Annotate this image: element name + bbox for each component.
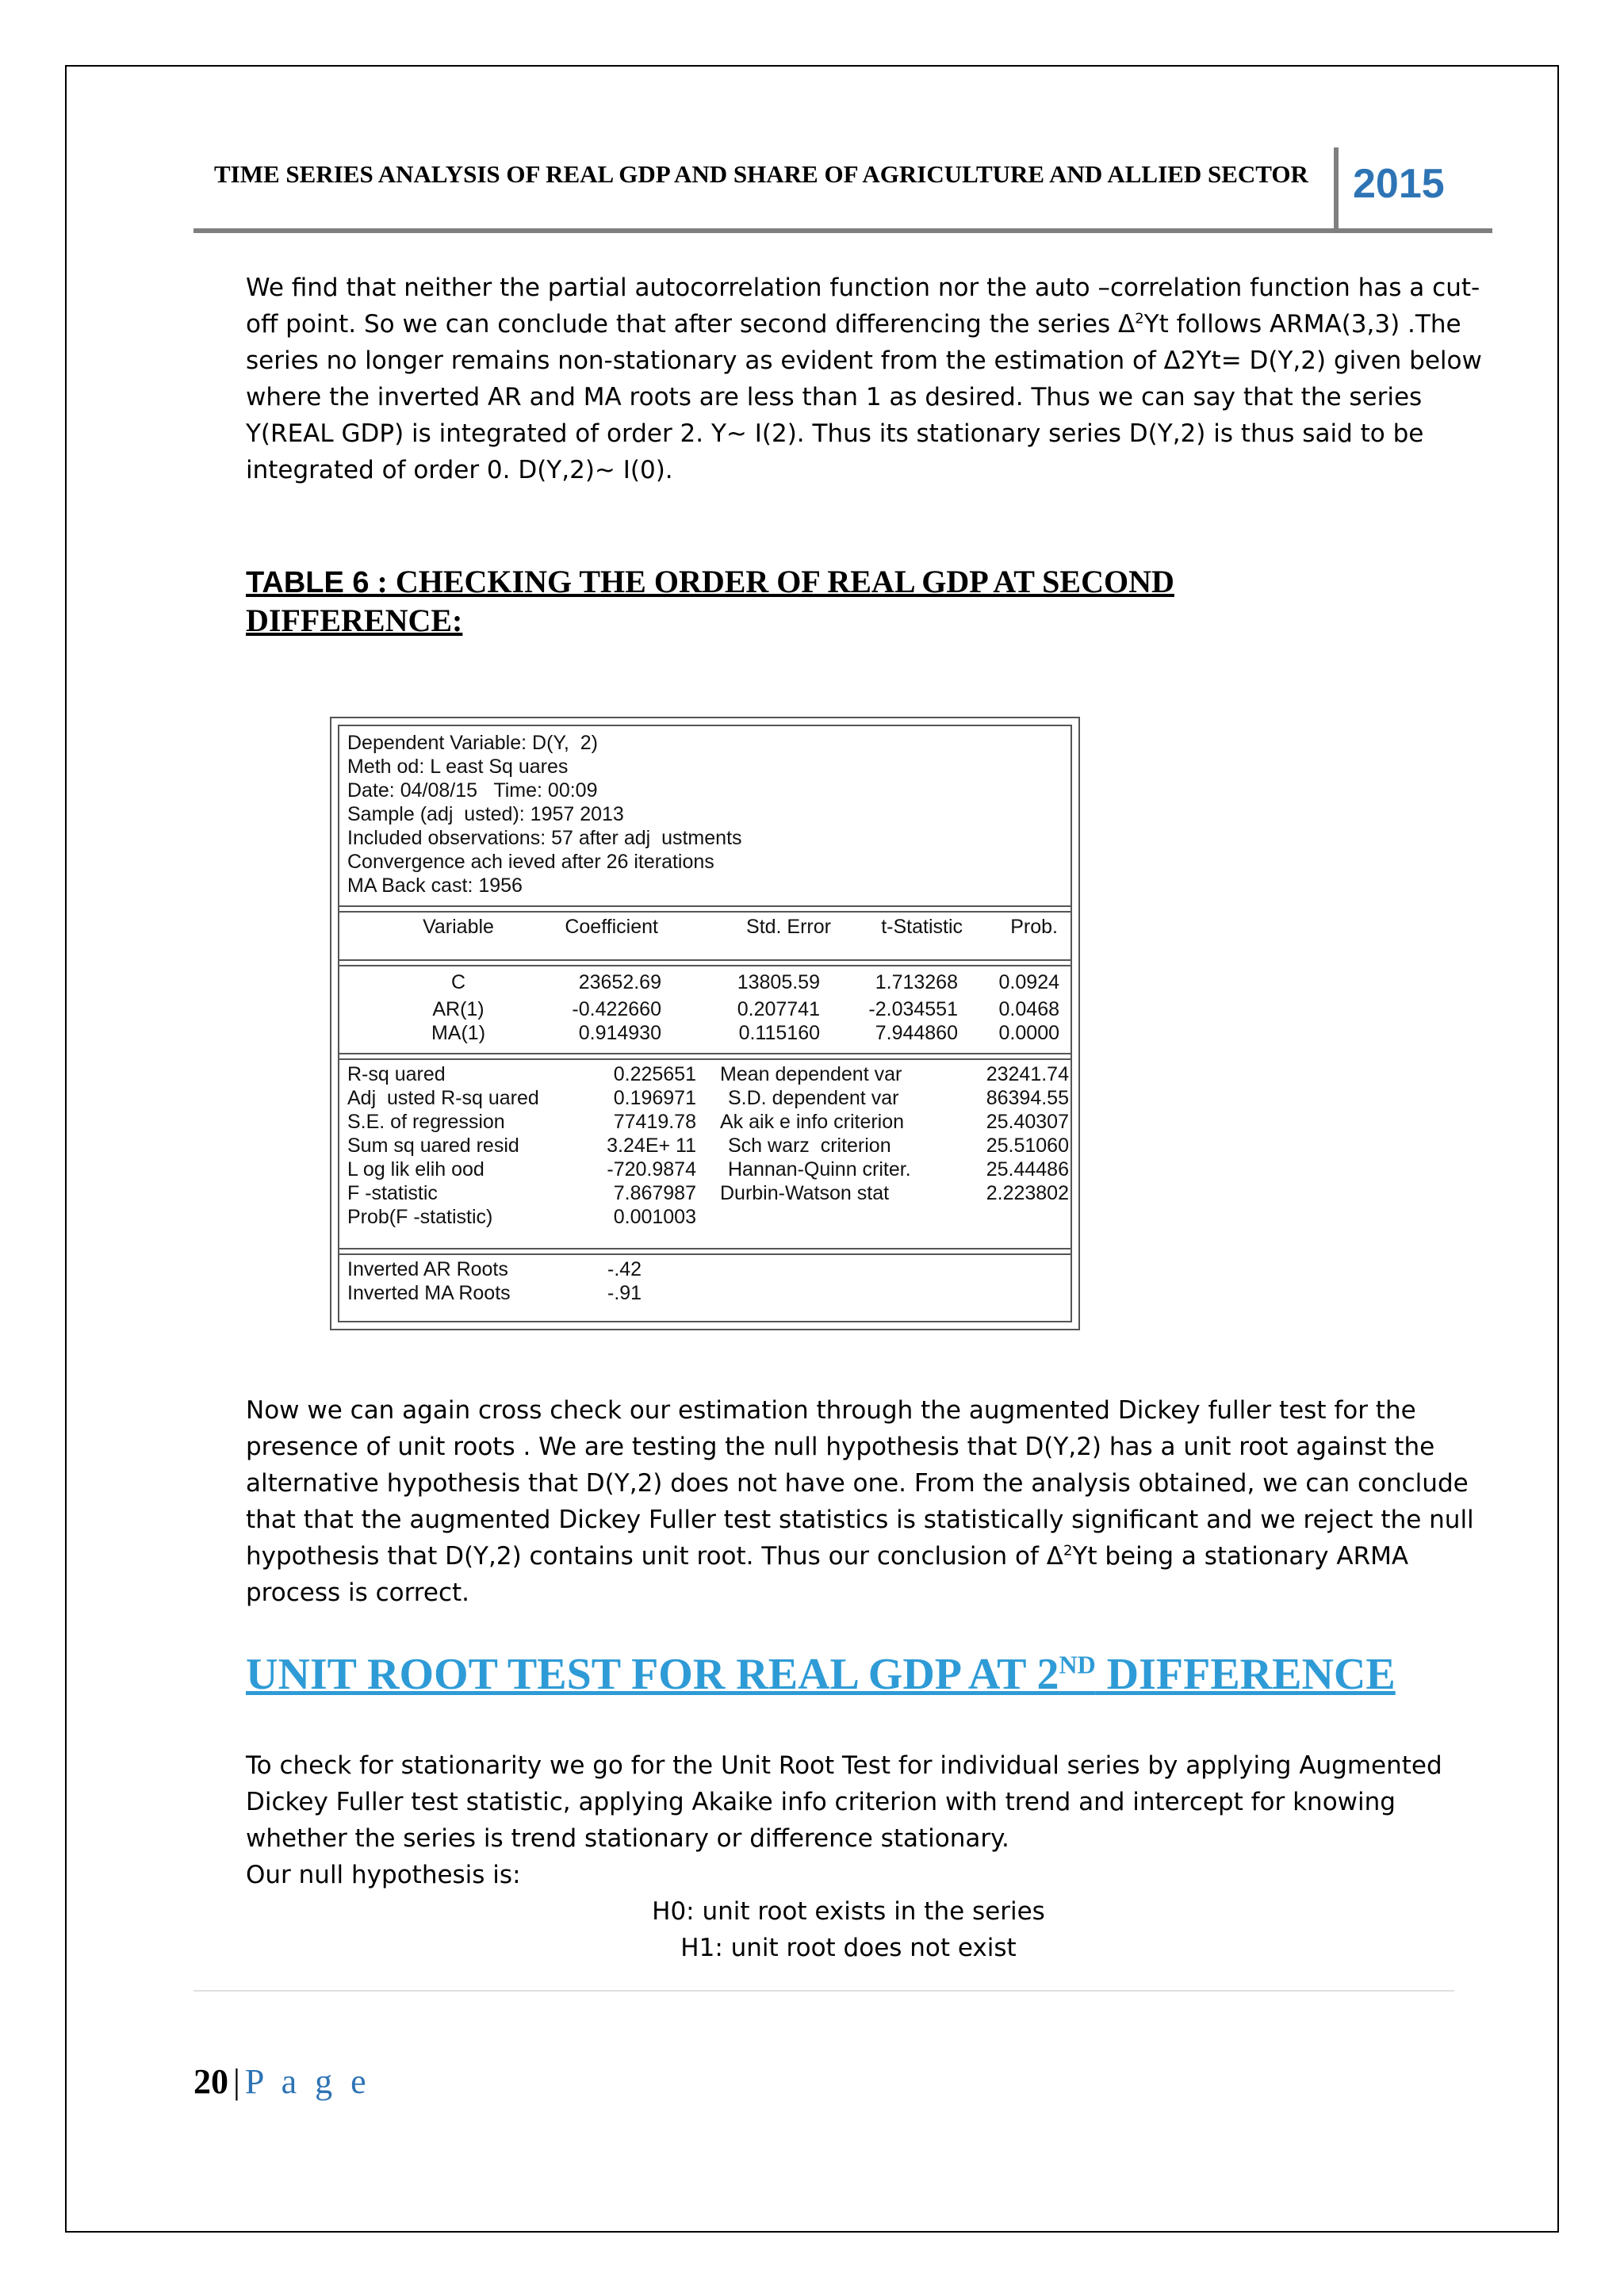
variable-name: MA(1) [431,1022,486,1044]
std-error-value: 0.207741 [737,998,820,1020]
probability-value: 0.0468 [998,998,1059,1020]
document-year: 2015 [1353,161,1445,207]
page-number: 20 [193,2062,228,2101]
paragraph-intro [246,270,1483,488]
statistic-value: 25.51060 [986,1135,1069,1157]
statistic-value: 3.24E+ 11 [607,1135,696,1157]
statistic-label: Hannan-Quinn criter. [728,1158,911,1181]
variable-name: C [450,971,466,993]
probability-value: 0.0924 [998,971,1059,993]
header-divider [1334,147,1339,230]
regression-info-line: Date: 04/08/15 Time: 00:09 [347,779,598,802]
roots-label: Inverted MA Roots [347,1282,511,1304]
roots-value: -.91 [607,1282,642,1304]
statistic-value: 25.44486 [986,1158,1069,1181]
t-statistic-value: -2.034551 [868,998,958,1020]
footer-separator: | [233,2062,240,2101]
statistic-label: L og lik elih ood [347,1158,485,1181]
regression-info-line: MA Back cast: 1956 [347,874,523,897]
section-heading-text-b: DIFFERENCE [1095,1650,1396,1699]
paragraph-adf-text-a: Now we can again cross check our estimation through the augmented Dickey fuller test for the presence of unit roots . We are testing the null hypothesis that D(Y,2) has a unit root against the alternative hypothesis that D(Y,2) does not have one. From the analysis obtained, we can conclude that that the augmented Dickey Fuller test statistics is statistically significant and we reject the null hypothesis that D(Y,2) contains unit root. Thus our conclusion of Δ [246,1396,1474,1571]
statistic-value: 2.223802 [986,1182,1069,1204]
regression-info-line: Sample (adj usted): 1957 2013 [347,803,624,825]
paragraph-adf-text-b: Yt being a stationary ARMA process is correct. [246,1542,1409,1607]
statistic-value: -720.9874 [607,1158,696,1181]
regression-output-table [330,717,1080,1330]
t-statistic-value: 7.944860 [875,1022,958,1044]
statistic-label: Sch warz criterion [728,1135,891,1157]
column-header: t-Statistic [881,916,963,938]
statistic-label: Sum sq uared resid [347,1135,519,1157]
statistic-value: 0.196971 [613,1087,696,1109]
page-label: P a g e [244,2062,371,2101]
statistic-label: Prob(F -statistic) [347,1206,493,1228]
header-rule [193,228,1492,233]
regression-info-line: Meth od: L east Sq uares [347,756,569,778]
statistic-value: 0.225651 [613,1063,696,1085]
roots-value: -.42 [607,1258,642,1280]
table-separator [338,959,1072,966]
t-statistic-value: 1.713268 [875,971,958,993]
statistic-label: S.D. dependent var [728,1087,899,1109]
statistic-label: F -statistic [347,1182,438,1204]
statistic-value: 86394.55 [986,1087,1069,1109]
table-separator [338,905,1072,913]
column-header: Std. Error [746,916,831,938]
regression-info-line: Convergence ach ieved after 26 iterations [347,851,714,873]
superscript: 2 [1135,310,1144,327]
hypothesis-h1: H1: unit root does not exist [680,1934,1017,1962]
table-heading-text: : CHECKING THE ORDER OF REAL GDP AT SECOND DIFFERENCE: [246,564,1174,638]
statistic-label: S.E. of regression [347,1111,505,1133]
statistic-value: 0.001003 [613,1206,696,1228]
variable-name: AR(1) [432,998,485,1020]
statistic-value: 23241.74 [986,1063,1069,1085]
statistic-label: Ak aik e info criterion [720,1111,905,1133]
column-header: Coefficient [565,916,658,938]
section-heading [246,1649,1396,1700]
coefficient-value: 0.914930 [578,1022,661,1044]
hypothesis-h0: H0: unit root exists in the series [652,1897,1045,1926]
table-separator [338,1248,1072,1255]
coefficient-value: -0.422660 [572,998,661,1020]
regression-info-line: Included observations: 57 after adj ustments [347,827,742,849]
paragraph-unit-root-text: To check for stationarity we go for the Unit Root Test for individual series by applying Augmented Dickey Fuller test statistic, applying Akaike info criterion with trend and intercept for knowing whether the series is trend stationary or difference stationary. [246,1751,1442,1853]
std-error-value: 0.115160 [738,1022,820,1044]
statistic-label: Adj usted R-sq uared [347,1087,539,1109]
null-hypothesis-intro: Our null hypothesis is: [246,1861,521,1889]
paragraph-intro-text-a: We find that neither the partial autocorrelation function nor the auto –correlation function has a cut-off point. So we can conclude that after second differencing the series Δ [246,274,1480,339]
statistic-value: 77419.78 [613,1111,696,1133]
std-error-value: 13805.59 [737,971,820,993]
column-header: Prob. [1010,916,1058,938]
footer-rule [193,1990,1454,1992]
probability-value: 0.0000 [998,1022,1059,1044]
table-heading-number: TABLE 6 [246,566,370,599]
coefficient-value: 23652.69 [578,971,661,993]
section-heading-text-a: UNIT ROOT TEST FOR REAL GDP AT 2 [246,1650,1059,1699]
table-heading [246,563,1356,640]
column-header: Variable [423,916,494,938]
superscript: 2 [1063,1542,1073,1559]
statistic-value: 25.40307 [986,1111,1069,1133]
statistic-label: R-sq uared [347,1063,446,1085]
document-title: TIME SERIES ANALYSIS OF REAL GDP AND SHARE OF AGRICULTURE AND ALLIED SECTOR [214,160,1308,188]
roots-label: Inverted AR Roots [347,1258,508,1280]
paragraph-unit-root [246,1747,1483,1893]
table-separator [338,1053,1072,1060]
paragraph-adf [246,1392,1483,1611]
paragraph-intro-text-b: Yt follows ARMA(3,3) .The series no longer remains non-stationary as evident from the estimation of Δ2Yt= D(Y,2) given below where the inverted AR and MA roots are less than 1 as desired. Thus we can say that the series Y(REAL GDP) is integrated of order 2. Y~ I(2). Thus its stationary series D(Y,2) is thus said to be integrated of order 0. D(Y,2)~ I(0). [246,310,1482,484]
regression-info-line: Dependent Variable: D(Y, 2) [347,732,598,754]
statistic-label: Mean dependent var [720,1063,902,1085]
statistic-value: 7.867987 [613,1182,696,1204]
page-footer [193,2061,371,2102]
statistic-label: Durbin-Watson stat [720,1182,890,1204]
section-heading-superscript: ND [1059,1650,1096,1679]
